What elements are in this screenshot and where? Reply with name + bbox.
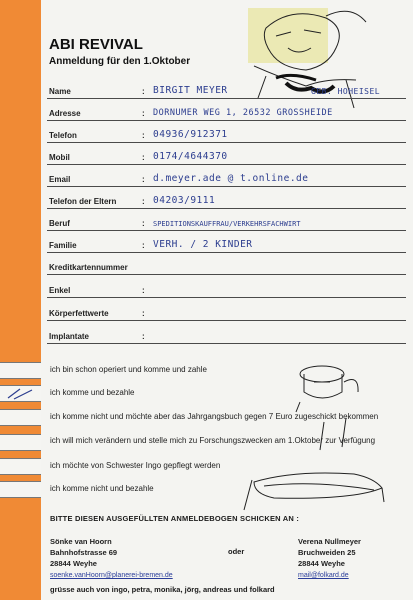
option-label: ich komme nicht und möchte aber das Jahrgangsbuch gegen 7 Euro zugeschickt bekommen xyxy=(50,412,379,421)
orange-sidebar xyxy=(0,0,41,600)
field-value: BIRGIT MEYER xyxy=(153,85,228,96)
field-value: SPEDITIONSKAUFFRAU/VERKEHRSFACHWIRT xyxy=(153,220,301,228)
option-label: ich will mich verändern und stelle mich zu Forschungszwecken am 1.Oktober zur Verfügung xyxy=(50,436,376,445)
option-label: ich komme nicht und bezahle xyxy=(50,484,154,493)
option-label: ich möchte von Schwester Ingo gepflegt werden xyxy=(50,461,221,470)
field-body-fat[interactable]: Körperfettwerte : xyxy=(41,302,406,321)
contact-name: Verena Nullmeyer xyxy=(298,537,361,546)
field-value: 04936/912371 xyxy=(153,129,228,140)
option-label: ich bin schon operiert und komme und zahle xyxy=(50,365,207,374)
field-label: Email xyxy=(49,175,71,184)
field-credit-card[interactable] xyxy=(41,256,406,275)
field-label: Kreditkartennummer xyxy=(49,263,128,272)
field-label: Telefon der Eltern xyxy=(49,197,117,206)
option-checkbox-checked[interactable] xyxy=(0,385,41,402)
field-label: Mobil xyxy=(49,153,70,162)
send-instruction: BITTE DIESEN AUSGEFÜLLTEN ANMELDEBOGEN SCHICKEN AN : xyxy=(50,514,300,523)
field-profession[interactable]: Beruf : SPEDITIONSKAUFFRAU/VERKEHRSFACHWIRT xyxy=(41,212,406,231)
field-implants[interactable]: Implantate : xyxy=(41,325,406,344)
field-email[interactable]: Email : d.meyer.ade @ t.online.de xyxy=(41,168,406,187)
field-label: Enkel xyxy=(49,286,71,295)
field-grandchildren[interactable]: Enkel : xyxy=(41,279,406,298)
field-label: Implantate xyxy=(49,332,90,341)
footer-greeting: grüsse auch von ingo, petra, monika, jörg, andreas und folkard xyxy=(50,585,275,594)
field-value: VERH. / 2 KINDER xyxy=(153,239,253,250)
field-value: DORNUMER WEG 1, 26532 GROSSHEIDE xyxy=(153,108,333,118)
contact-city: 28844 Weyhe xyxy=(298,559,345,568)
field-label: Körperfettwerte xyxy=(49,309,109,318)
field-family[interactable]: Familie : VERH. / 2 KINDER xyxy=(41,234,406,253)
option-checkbox[interactable] xyxy=(0,458,41,475)
contact-name: Sönke van Hoorn xyxy=(50,537,112,546)
field-value: 04203/9111 xyxy=(153,195,216,206)
contact-street: Bahnhofstrasse 69 xyxy=(50,548,118,557)
option-checkbox[interactable] xyxy=(0,409,41,426)
option-checkbox[interactable] xyxy=(0,481,41,498)
field-mobile[interactable]: Mobil : 0174/4644370 xyxy=(41,146,406,165)
contact-city: 28844 Weyhe xyxy=(50,559,97,568)
address-left xyxy=(50,536,173,581)
field-value: 0174/4644370 xyxy=(153,151,228,162)
bed-sketch-icon xyxy=(234,352,394,512)
field-name[interactable]: Name : BIRGIT MEYER GEB. HOHEISEL xyxy=(41,80,406,99)
check-mark-icon xyxy=(0,386,41,401)
field-parents-phone[interactable]: Telefon der Eltern : 04203/9111 xyxy=(41,190,406,209)
field-value: d.meyer.ade @ t.online.de xyxy=(153,173,309,184)
field-label: Name xyxy=(49,87,71,96)
page-title: ABI REVIVAL xyxy=(49,36,143,53)
contact-street: Bruchweiden 25 xyxy=(298,548,356,557)
option-label: ich komme und bezahle xyxy=(50,388,135,397)
option-checkbox[interactable] xyxy=(0,362,41,379)
page-subtitle: Anmeldung für den 1.Oktober xyxy=(49,56,191,67)
or-label: oder xyxy=(228,547,245,556)
field-label: Beruf xyxy=(49,219,70,228)
field-value-extra: GEB. HOHEISEL xyxy=(311,87,381,96)
address-right xyxy=(298,536,361,581)
option-checkbox[interactable] xyxy=(0,434,41,451)
field-label: Familie xyxy=(49,241,77,250)
field-label: Adresse xyxy=(49,109,81,118)
field-address[interactable]: Adresse : DORNUMER WEG 1, 26532 GROSSHEIDE xyxy=(41,102,406,121)
contact-email-link[interactable]: mail@folkard.de xyxy=(298,572,349,579)
contact-email-link[interactable]: soenke.vanHoorn@planerei-bremen.de xyxy=(50,572,173,579)
field-label: Telefon xyxy=(49,131,77,140)
field-phone[interactable]: Telefon : 04936/912371 xyxy=(41,124,406,143)
